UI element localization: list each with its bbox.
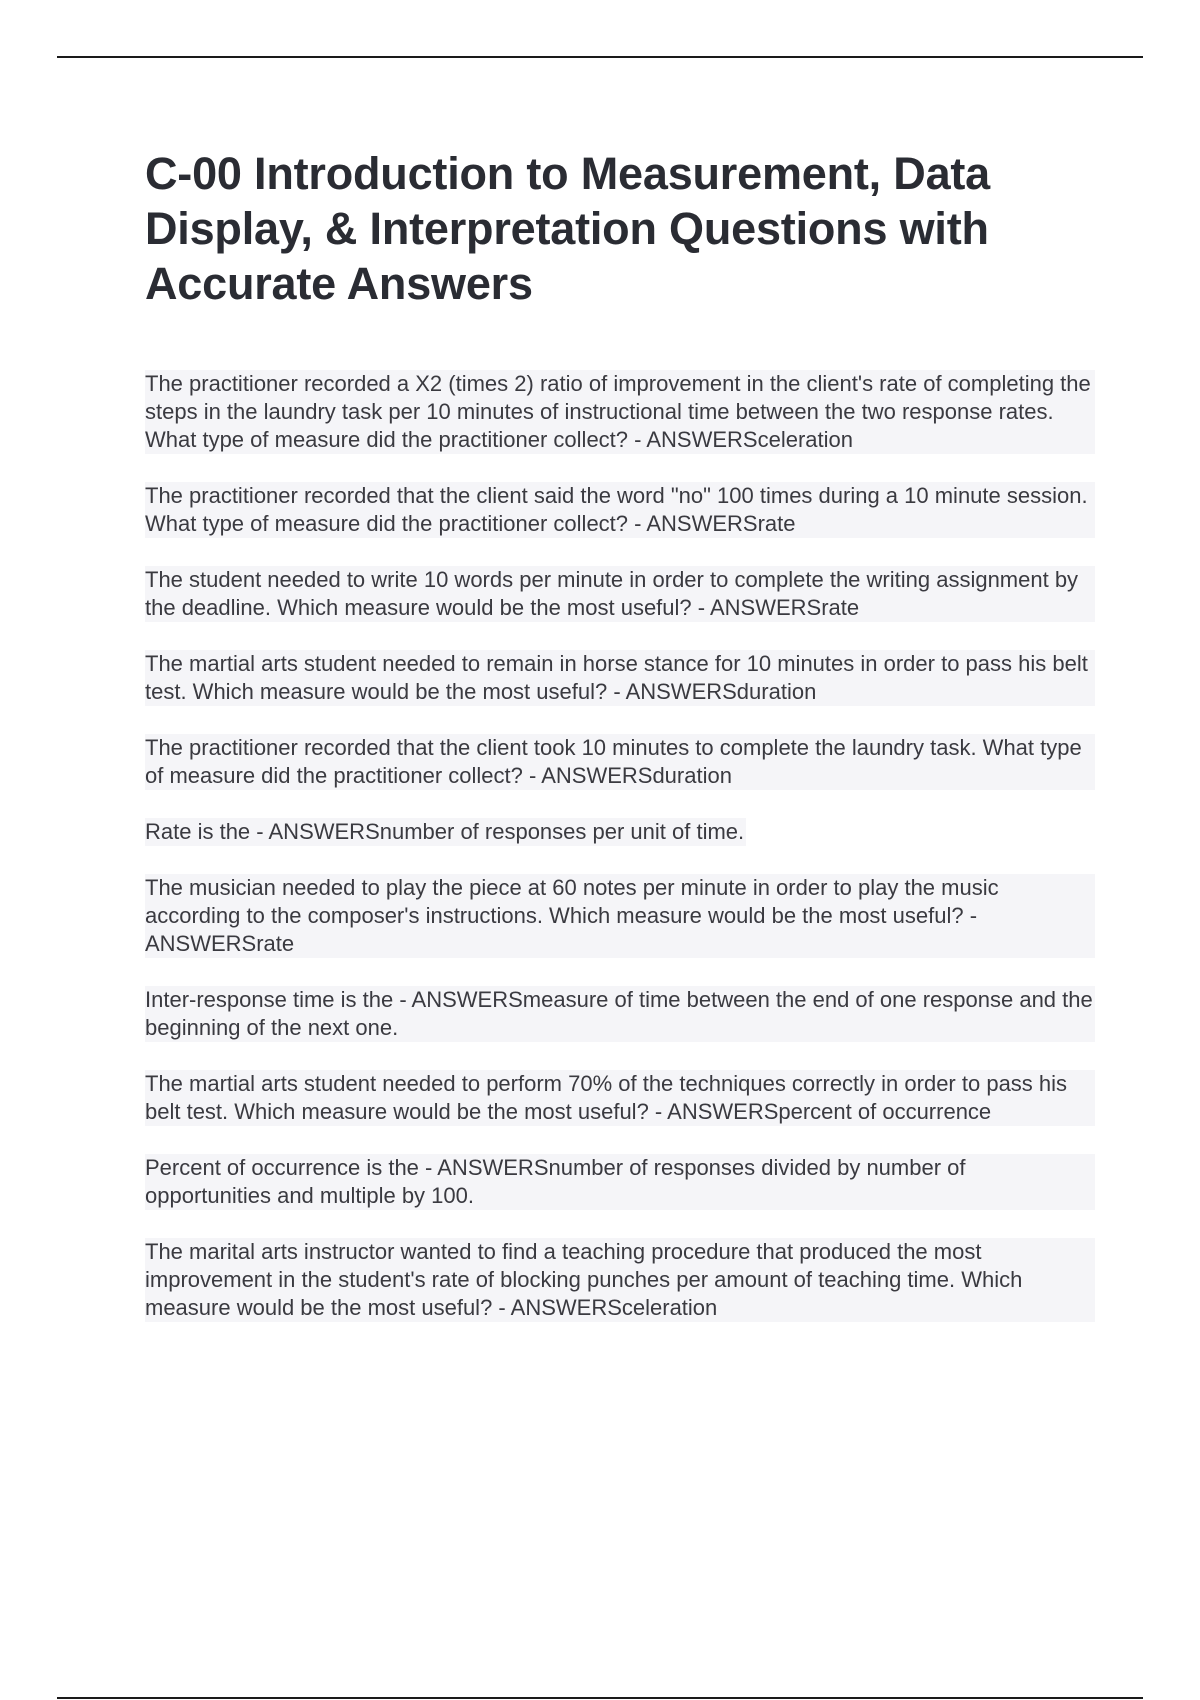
document-body xyxy=(145,146,1095,1350)
qa-item-11: The marital arts instructor wanted to find a teaching procedure that produced the most improvement in the student's rate of blocking punches per amount of teaching time. Which measure would be the most useful? - ANSWERSceleration xyxy=(145,1238,1095,1322)
qa-item-5: The practitioner recorded that the client took 10 minutes to complete the laundry task. What type of measure did the practitioner collect? - ANSWERSduration xyxy=(145,734,1095,790)
qa-item-6: Rate is the - ANSWERSnumber of responses per unit of time. xyxy=(145,819,745,844)
qa-item-9: The martial arts student needed to perform 70% of the techniques correctly in order to pass his belt test. Which measure would be the most useful? - ANSWERSpercent of occurrence xyxy=(145,1070,1095,1126)
document-title: C-00 Introduction to Measurement, Data Display, & Interpretation Questions with Accurate Answers xyxy=(145,148,991,309)
qa-item-4: The martial arts student needed to remain in horse stance for 10 minutes in order to pass his belt test. Which measure would be the most useful? - ANSWERSduration xyxy=(145,650,1095,706)
qa-item-2: The practitioner recorded that the client said the word "no" 100 times during a 10 minute session. What type of measure did the practitioner collect? - ANSWERSrate xyxy=(145,482,1095,538)
header-rule xyxy=(57,56,1143,58)
qa-item-3: The student needed to write 10 words per minute in order to complete the writing assignment by the deadline. Which measure would be the most useful? - ANSWERSrate xyxy=(145,566,1095,622)
qa-item-1: The practitioner recorded a X2 (times 2) ratio of improvement in the client's rate of completing the steps in the laundry task per 10 minutes of instructional time between the two response rates. What type of measure did the practitioner collect? - ANSWERSceleration xyxy=(145,370,1095,454)
qa-item-8: Inter-response time is the - ANSWERSmeasure of time between the end of one response and the beginning of the next one. xyxy=(145,986,1095,1042)
qa-item-7: The musician needed to play the piece at 60 notes per minute in order to play the music according to the composer's instructions. Which measure would be the most useful? - ANSWERSrate xyxy=(145,874,1095,958)
qa-item-10: Percent of occurrence is the - ANSWERSnumber of responses divided by number of opportunities and multiple by 100. xyxy=(145,1154,1095,1210)
footer-rule xyxy=(57,1697,1143,1699)
qa-list xyxy=(145,370,1095,1322)
